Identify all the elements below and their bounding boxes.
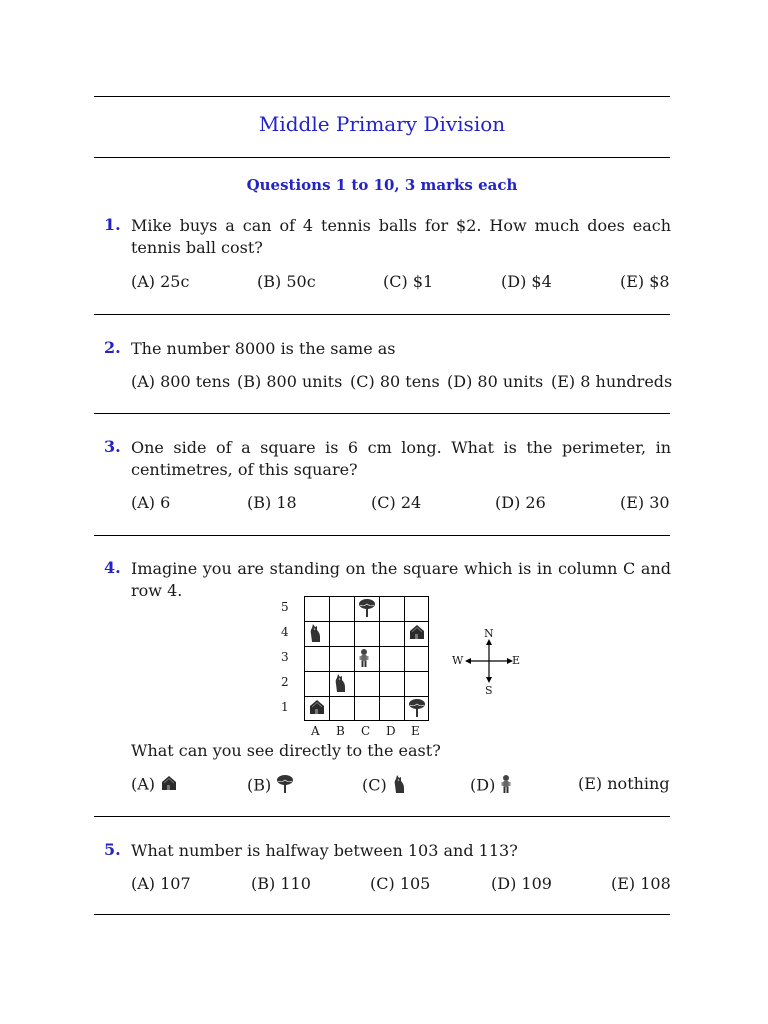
tree-icon (276, 774, 294, 798)
grid-cell (379, 621, 404, 646)
compass (452, 627, 526, 698)
grid-column-label: A (311, 724, 320, 738)
grid-cell (329, 621, 354, 646)
page-title: Middle Primary Division (258, 112, 506, 136)
grid-row-label: 5 (281, 600, 289, 614)
option-b: (B) 18 (247, 493, 297, 512)
grid-cell (404, 646, 429, 671)
tree-icon (408, 698, 426, 722)
question-text: Imagine you are standing on the square which is in column C and row 4. (131, 559, 671, 600)
boy-icon (500, 774, 512, 798)
grid-cell (404, 671, 429, 696)
dog-icon (333, 673, 347, 697)
option-a: (A) 25c (131, 272, 190, 291)
option-label: (E) nothing (578, 774, 670, 793)
option-e: (E) $8 (620, 272, 670, 291)
question-followup: What can you see directly to the east? (131, 741, 441, 760)
question-number: 2. (104, 338, 121, 357)
option-a: (A) 107 (131, 874, 191, 893)
option-c: (C) 24 (371, 493, 422, 512)
option-d: (D) 26 (495, 493, 546, 512)
grid-column-label: C (361, 724, 371, 738)
grid-row-label: 4 (281, 625, 289, 639)
tree-icon (358, 598, 376, 622)
grid-cell (379, 696, 404, 721)
grid-column-label: D (386, 724, 396, 738)
option-e: (E) 108 (611, 874, 671, 893)
grid-column-label: B (336, 724, 345, 738)
grid-row-label: 1 (281, 700, 289, 714)
grid-cell (329, 646, 354, 671)
section-subtitle: Questions 1 to 10, 3 marks each (246, 176, 518, 194)
grid-cell (304, 646, 329, 671)
house-icon (160, 774, 178, 796)
grid-cell (379, 646, 404, 671)
option-a: (A) 800 tens (131, 372, 231, 391)
question-number: 1. (104, 215, 121, 234)
grid-cell (404, 596, 429, 621)
boy-icon (358, 648, 370, 672)
option-d (470, 774, 512, 798)
option-e (578, 774, 670, 793)
divider (94, 157, 670, 158)
compass-east: E (512, 654, 521, 667)
grid-row-label: 3 (281, 650, 289, 664)
question-text: The number 8000 is the same as (131, 339, 396, 358)
grid-row-label: 2 (281, 675, 289, 689)
option-b: (B) 110 (251, 874, 311, 893)
grid-cell (329, 696, 354, 721)
question-number: 3. (104, 437, 121, 456)
grid-cell (304, 671, 329, 696)
option-d: (D) 80 units (447, 372, 544, 391)
option-b: (B) 50c (257, 272, 316, 291)
option-b (247, 774, 294, 798)
grid-cell (379, 596, 404, 621)
question-number: 4. (104, 558, 121, 577)
option-a (131, 774, 178, 796)
question-text: Mike buys a can of 4 tennis balls for $2. How much does each tennis ball cost? (131, 216, 671, 257)
option-d: (D) 109 (491, 874, 552, 893)
grid-cell (304, 596, 329, 621)
house-icon (308, 698, 326, 720)
option-label: (A) (131, 774, 156, 794)
question-text: One side of a square is 6 cm long. What is the perimeter, in centimetres, of this square? (131, 438, 671, 479)
divider (94, 914, 670, 915)
compass-west: W (452, 654, 464, 667)
grid-cell (354, 671, 379, 696)
option-a: (A) 6 (131, 493, 171, 512)
compass-north: N (484, 627, 494, 640)
option-d: (D) $4 (501, 272, 552, 291)
grid-cell (354, 696, 379, 721)
option-e: (E) 30 (620, 493, 670, 512)
dog-icon (392, 774, 406, 798)
option-label: (D) (470, 775, 496, 795)
option-label: (C) (362, 775, 387, 795)
compass-south: S (485, 684, 493, 697)
option-label: (B) (247, 775, 272, 795)
divider (94, 96, 670, 97)
house-icon (408, 623, 426, 645)
option-b: (B) 800 units (237, 372, 343, 391)
question-text: What number is halfway between 103 and 113? (131, 841, 518, 860)
option-c: (C) 80 tens (350, 372, 440, 391)
grid-cell (379, 671, 404, 696)
grid-cell (329, 596, 354, 621)
grid-column-label: E (411, 724, 420, 738)
divider (94, 816, 670, 817)
option-c: (C) 105 (370, 874, 431, 893)
divider (94, 314, 670, 315)
option-e: (E) 8 hundreds (551, 372, 673, 391)
divider (94, 413, 670, 414)
question-number: 5. (104, 840, 121, 859)
option-c (362, 774, 406, 798)
option-c: (C) $1 (383, 272, 434, 291)
dog-icon (308, 623, 322, 647)
divider (94, 535, 670, 536)
grid-cell (354, 621, 379, 646)
